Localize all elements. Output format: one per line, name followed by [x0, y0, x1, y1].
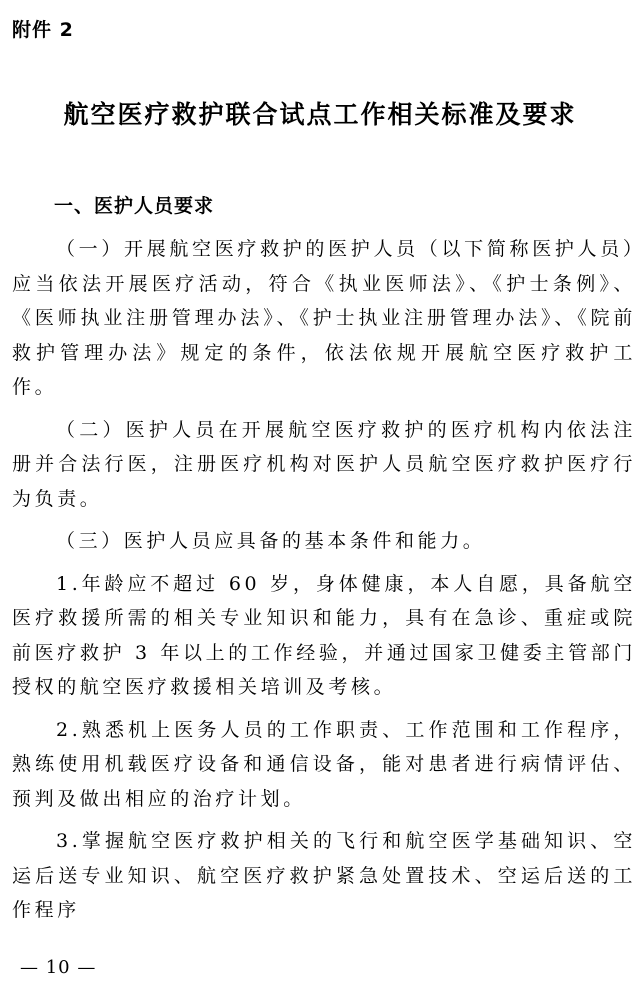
section-heading: 一、医护人员要求 — [54, 195, 215, 217]
body-text — [12, 232, 636, 936]
paragraph-6: 3.掌握航空医疗救护相关的飞行和航空医学基础知识、空运后送专业知识、航空医疗救护紧急处置技术、空运后送的工作程序 — [12, 830, 636, 921]
paragraph-4: 1.年龄应不超过 60 岁，身体健康，本人自愿，具备航空医疗救援所需的相关专业知识和能力，具有在急诊、重症或院前医疗救护 3 年以上的工作经验，并通过国家卫健委主管部门授权的航空医疗救援相关培训及考核。 — [12, 572, 636, 698]
paragraph-3: （三）医护人员应具备的基本条件和能力。 — [56, 530, 486, 552]
paragraph-2: （二）医护人员在开展航空医疗救护的医疗机构内依法注册并合法行医，注册医疗机构对医护人员航空医疗救护医疗行为负责。 — [12, 418, 636, 510]
page-number: — 10 — — [20, 957, 97, 978]
paragraph-1: （一）开展航空医疗救护的医护人员（以下简称医护人员）应当依法开展医疗活动，符合《执业医师法》、《护士条例》、《医师执业注册管理办法》、《护士执业注册管理办法》、《院前救护管理办法》规定的条件，依法依规开展航空医疗救护工作。 — [12, 238, 636, 398]
paragraph-5: 2.熟悉机上医务人员的工作职责、工作范围和工作程序，熟练使用机载医疗设备和通信设备，能对患者进行病情评估、预判及做出相应的治疗计划。 — [12, 718, 636, 810]
document-title: 航空医疗救护联合试点工作相关标准及要求 — [63, 100, 577, 129]
attachment-label: 附件 2 — [12, 19, 74, 41]
